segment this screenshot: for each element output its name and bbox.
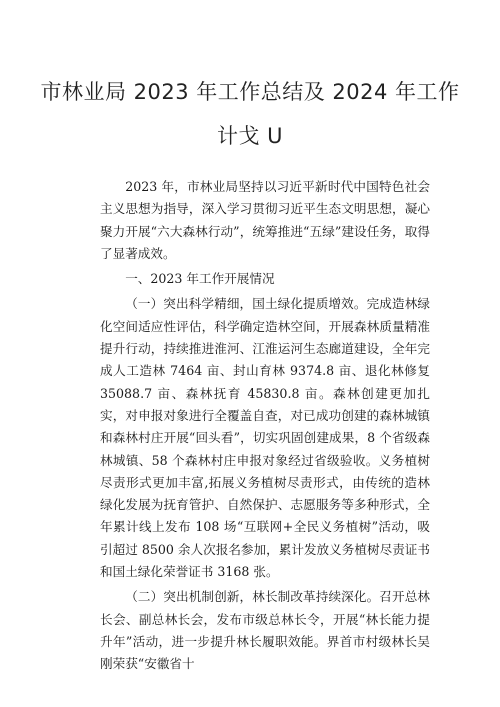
section-heading: 一、2023 年工作开展情况: [125, 271, 275, 287]
document-body: [100, 176, 430, 679]
document-title-line1: 市林业局 2023 年工作总结及 2024 年工作: [40, 80, 460, 104]
paragraph-1: （一）突出科学精细，国土绿化提质增效。完成造林绿化空间适应性评估，科学确定造林空间，开展森林质量精准提升行动，持续推进淮河、江淮运河生态廊道建设，全年完成人工造林 7464 亩、封山育林 9374.8 亩、退化林修复 35088.7 亩、森林抚育 45830.8 亩。森林创建更加扎实，对申报对象进行全覆盖自查，对已成功创建的森林城镇和森林村庄开展“回头看”，切实巩固创建成果，8 个省级森林城镇、58 个森林村庄申报对象经过省级验收。义务植树尽责形式更加丰富,拓展义务植树尽责形式，由传统的造林绿化发展为抚育管护、自然保护、志愿服务等多种形式，全年累计线上发布 108 场“互联网+全民义务植树”活动，吸引超过 8500 余人次报名参加，累计发放义务植树尽责证书和国土绿化荣誉证书 3168 张。: [100, 296, 430, 580]
intro-paragraph: 2023 年，市林业局坚持以习近平新时代中国特色社会主义思想为指导，深入学习贯彻习近平生态文明思想，凝心聚力开展“六大森林行动”，统筹推进“五绿”建设任务，取得了显著成效。: [100, 179, 430, 261]
document-title-line2: 计戈 U: [216, 124, 284, 148]
paragraph-2: （二）突出机制创新，林长制改革持续深化。召开总林长会、副总林长会，发布市级总林长令，开展“林长能力提升年”活动，进一步提升林长履职效能。界首市村级林长吴刚荣获“安徽省十: [100, 589, 430, 672]
